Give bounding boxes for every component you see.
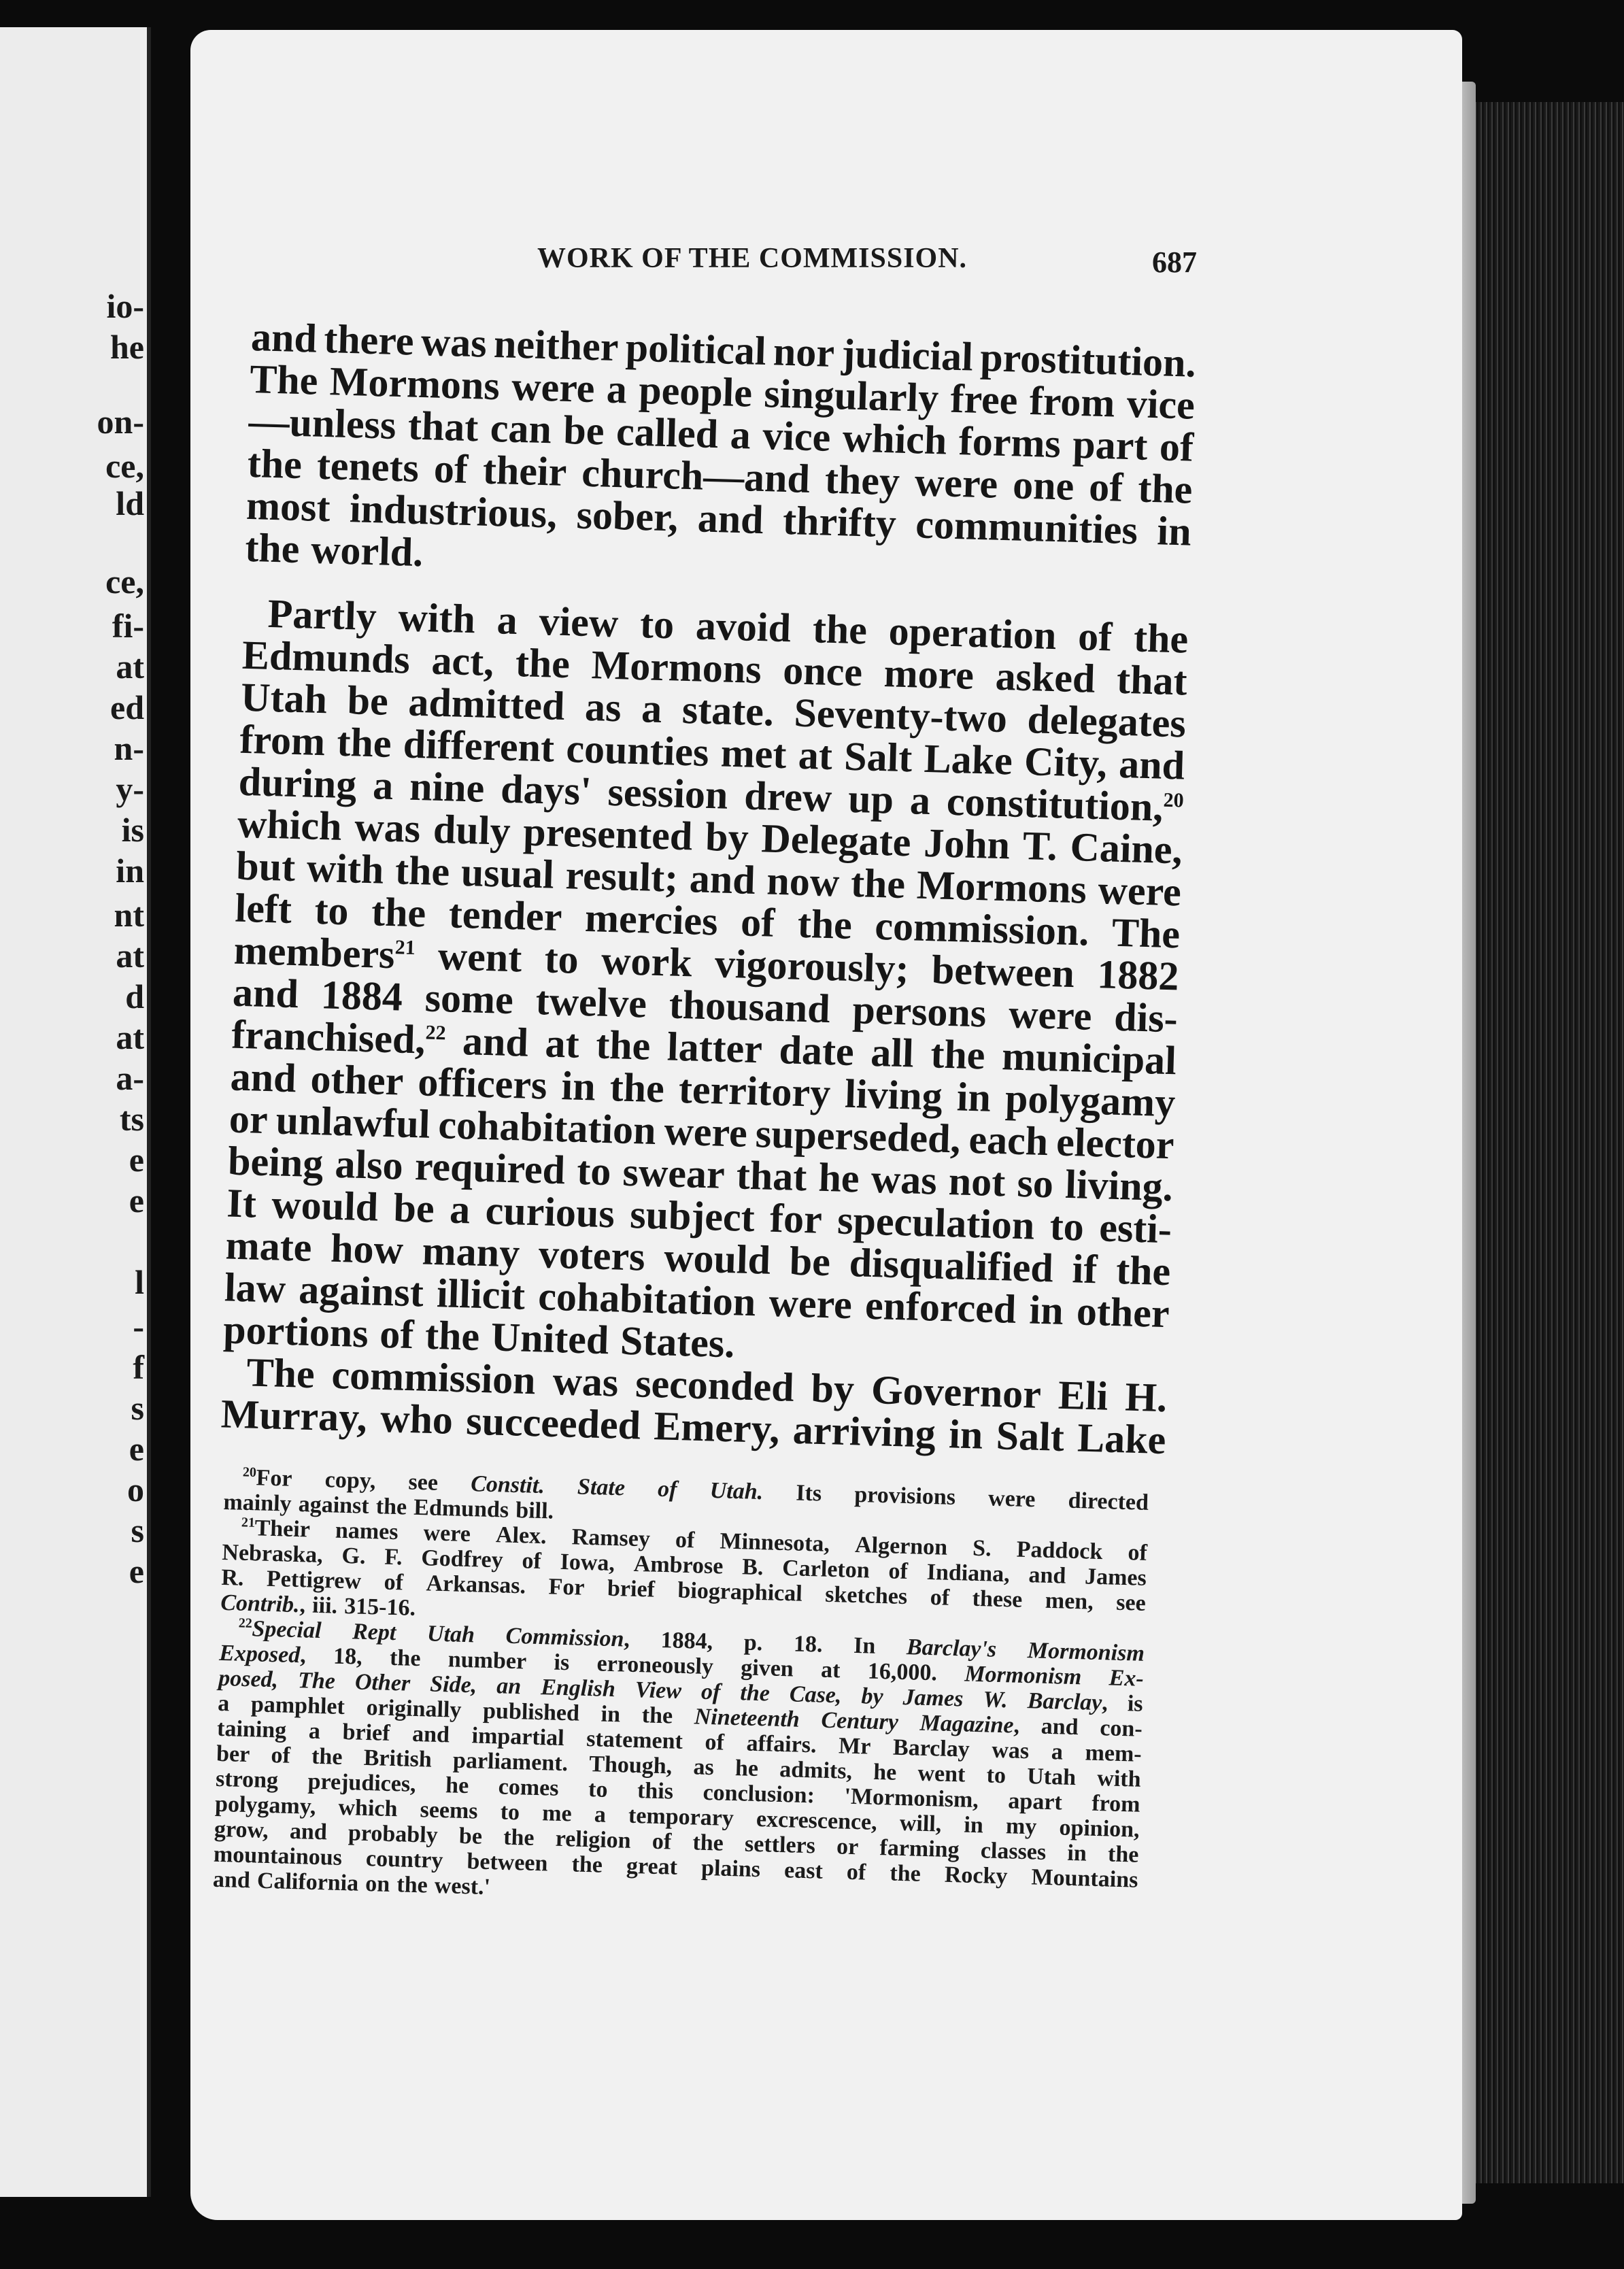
body-line: law against illicit cohabitation were enforced in other [224, 1264, 1170, 1337]
body-line: The commission was seconded by Governor Eli H. [246, 1349, 1168, 1421]
body-line: members$^{21}$ went to work vigorously; between 1882 [233, 927, 1180, 999]
body-line: but with the usual result; and now the Mormons were [235, 843, 1182, 915]
body-line: and 1884 some twelve thousand persons were dis- [232, 969, 1179, 1041]
body-line: or unlawful cohabitation were superseded, each elector [229, 1096, 1175, 1168]
left-page-fragment: fi- [112, 607, 144, 645]
body-line: during a nine days' session drew up a constitution,$^{20}$ [237, 758, 1185, 830]
footnote-marker: 21 [394, 936, 416, 960]
left-page-fragment: f [133, 1348, 144, 1386]
left-page-fragment: is [121, 811, 144, 849]
footnote-marker: 20 [1163, 788, 1185, 812]
left-page-fragment: nt [114, 896, 144, 934]
body-line: and other officers in the territory living in polygamy [229, 1054, 1177, 1126]
footnote-line: ber of the British parliament. Though, as he admits, he went to Utah with [216, 1741, 1142, 1792]
body-line: left to the tender mercies of the commission. The [234, 885, 1181, 957]
left-page-fragment: ld [116, 484, 144, 522]
footnote-line: Contrib., iii. 315-16. [220, 1590, 416, 1621]
footnote-line: and California on the west.' [212, 1866, 491, 1900]
footnote-line: posed, The Other Side, an English View of the Case, by James W. Barclay, is [218, 1665, 1144, 1717]
body-line: and there was neither political nor judicial prostitution. [250, 314, 1197, 386]
footnote-line: mountainous country between the great plains east of the Rocky Mountains [213, 1841, 1138, 1893]
body-line: portions of the United States. [222, 1307, 736, 1366]
page-edges [1462, 102, 1624, 2183]
footnote-line: $^{22}$Special Rept Utah Commission, 1884, p. 18. In Barclay's Mormonism [238, 1615, 1145, 1666]
left-page-fragment: on- [97, 403, 144, 441]
running-head [340, 242, 1197, 283]
footnote-line: polygamy, which seems to me a temporary excrescence, will, in my opinion, [214, 1791, 1140, 1843]
left-page-fragment: a- [116, 1059, 144, 1097]
body-line: Edmunds act, the Mormons once more asked that [241, 632, 1188, 704]
left-page-fragment: e [129, 1552, 144, 1590]
footnote-line: mainly against the Edmunds bill. [222, 1489, 554, 1524]
footnote-line: strong prejudices, he comes to this conclusion: 'Mormonism, apart from [215, 1766, 1141, 1817]
left-page-fragment: n- [114, 729, 144, 767]
footnote-line: $^{21}$Their names were Alex. Ramsey of Minnesota, Algernon S. Paddock of [241, 1515, 1148, 1566]
footnote-line: taining a brief and impartial statement of affairs. Mr Barclay was a mem- [216, 1715, 1143, 1767]
footnote-line: grow, and probably be the religion of the settlers or farming classes in the [214, 1816, 1139, 1868]
body-line: the world. [244, 524, 424, 575]
footnote-line: Exposed, 18, the number is erroneously given at 16,000. Mormonism Ex- [218, 1640, 1145, 1692]
footnote-line: R. Pettigrew of Arkansas. For brief biographical sketches of these men, see [220, 1564, 1147, 1616]
page-number: 687 [1152, 246, 1197, 279]
left-page-fragment: o [127, 1470, 144, 1509]
footnote-line: a pamphlet originally published in the Nineteenth Century Magazine, and con- [217, 1690, 1143, 1742]
left-page-fragment: y- [116, 770, 144, 808]
left-page-fragment: - [133, 1307, 144, 1345]
left-page-fragment: s [131, 1389, 144, 1427]
body-line: being also required to swear that he was not so living. [227, 1138, 1174, 1210]
body-line: Utah be admitted as a state. Seventy-two delegates [240, 674, 1187, 746]
body-line: Murray, who succeeded Emery, arriving in Salt Lake [220, 1391, 1167, 1463]
left-page-fragment: at [116, 1018, 144, 1056]
left-page-fragment: at [116, 648, 144, 686]
body-line: most industrious, sober, and thrifty communities in [246, 482, 1192, 554]
left-page-fragment: in [116, 852, 144, 890]
left-page-fragment: s [131, 1511, 144, 1549]
running-title: WORK OF THE COMMISSION. [537, 243, 968, 274]
left-page-fragment: he [110, 328, 144, 366]
footnote-line: $^{20}$For copy, see Constit. State of Utah. Its provisions were directed [242, 1464, 1149, 1515]
body-line: The Mormons were a people singularly free from vice [249, 356, 1196, 428]
left-facing-page-fragment [0, 27, 151, 2197]
body-line: from the different counties met at Salt Lake City, and [239, 716, 1185, 788]
body-line: franchised,$^{22}$ and at the latter date all the municipal [231, 1011, 1177, 1083]
footnote-line: Nebraska, G. F. Godfrey of Iowa, Ambrose B. Carleton of Indiana, and James [221, 1539, 1147, 1591]
left-page-fragment: d [125, 977, 144, 1015]
footnote-marker: 22 [425, 1021, 447, 1045]
left-page-fragment: at [116, 937, 144, 975]
body-line: Partly with a view to avoid the operation of the [267, 590, 1189, 662]
left-page-fragment: ed [110, 688, 144, 726]
body-line: —unless that can be called a vice which forms part of [248, 398, 1194, 470]
body-line: It would be a curious subject for speculation to esti- [226, 1180, 1172, 1252]
left-page-fragment: l [135, 1263, 144, 1301]
left-page-fragment: ts [119, 1100, 144, 1138]
left-page-fragment: e [129, 1141, 144, 1179]
left-page-fragment: io- [106, 287, 144, 325]
left-page-fragment: ce, [105, 447, 144, 485]
left-page-fragment: ce, [105, 562, 144, 601]
left-page-fragment: e [129, 1181, 144, 1220]
body-line: which was duly presented by Delegate John T. Caine, [237, 801, 1183, 873]
body-line: mate how many voters would be disqualified if the [224, 1222, 1172, 1294]
left-page-fragment: e [129, 1430, 144, 1468]
body-line: the tenets of their church—and they were one of the [247, 440, 1194, 512]
